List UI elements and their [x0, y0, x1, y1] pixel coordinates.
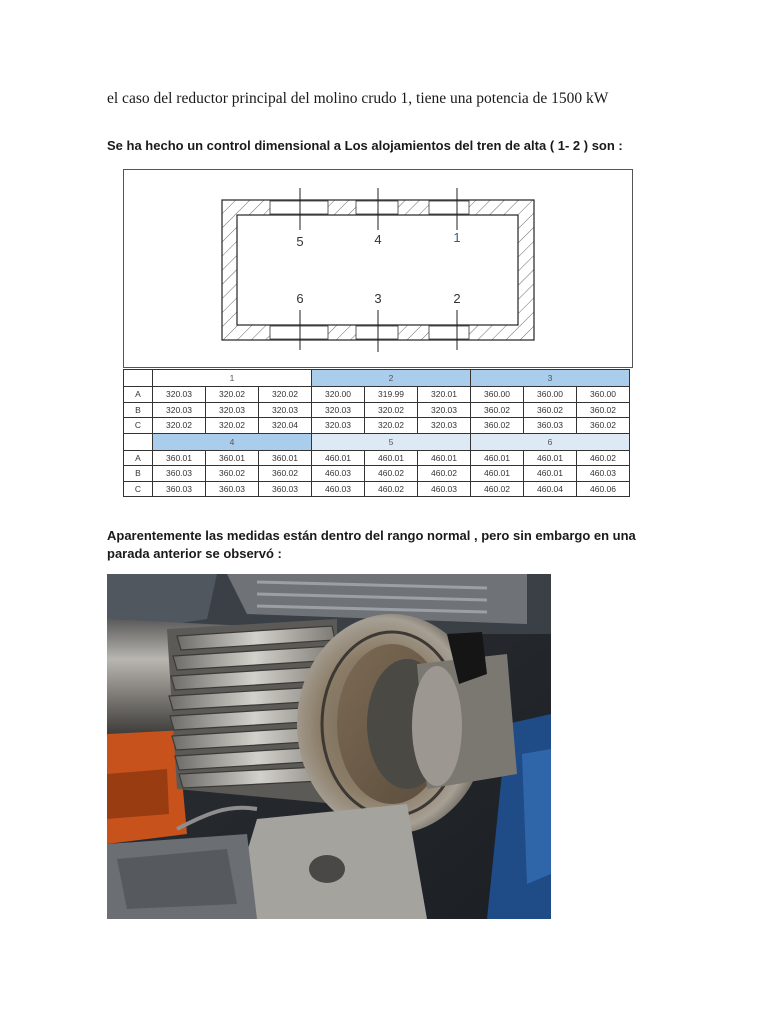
- table-cell: 460.02: [365, 466, 418, 482]
- table-cell: 320.02: [206, 387, 259, 403]
- table-cell: 320.01: [418, 387, 471, 403]
- table-cell: 460.01: [524, 466, 577, 482]
- table-cell: 360.02: [471, 418, 524, 434]
- table-cell: 320.03: [206, 402, 259, 418]
- table-cell: 360.02: [577, 418, 630, 434]
- table-row: [124, 481, 630, 497]
- gear-shaft-photo: [107, 574, 551, 919]
- table-cell: 320.00: [312, 387, 365, 403]
- table-cell: 360.00: [524, 387, 577, 403]
- table-cell: 460.01: [471, 450, 524, 466]
- table-cell: 320.03: [312, 418, 365, 434]
- table-cell: 360.00: [471, 387, 524, 403]
- table-cell: 460.02: [577, 450, 630, 466]
- table-row: [124, 387, 630, 403]
- table-cell: 320.03: [259, 402, 312, 418]
- table-header-row-top: [124, 370, 630, 387]
- table-cell: 320.04: [259, 418, 312, 434]
- table-cell: 460.06: [577, 481, 630, 497]
- gear-shaft-photo-svg: [107, 574, 551, 919]
- table-header-row-bottom: [124, 433, 630, 450]
- table-cell: 360.02: [206, 466, 259, 482]
- table-cell: 360.02: [524, 402, 577, 418]
- table-cell: 320.03: [418, 418, 471, 434]
- table-cell: 320.02: [259, 387, 312, 403]
- table-cell: 320.02: [206, 418, 259, 434]
- table-cell: 360.03: [153, 481, 206, 497]
- table-cell: 360.03: [153, 466, 206, 482]
- group-header-6: 6: [471, 433, 630, 450]
- table-cell: 460.01: [524, 450, 577, 466]
- group-header-1: 1: [153, 370, 312, 387]
- table-row: [124, 402, 630, 418]
- intro-paragraph: el caso del reductor principal del molino crudo 1, tiene una potencia de 1500 kW: [107, 90, 609, 107]
- diagram-label-3: 3: [374, 291, 382, 306]
- row-label: A: [124, 387, 153, 403]
- table-cell: 460.03: [312, 466, 365, 482]
- table-cell: 360.01: [206, 450, 259, 466]
- table-cell: 460.01: [365, 450, 418, 466]
- table-cell: 360.01: [153, 450, 206, 466]
- diagram-label-5: 5: [296, 234, 304, 249]
- diagram-label-4: 4: [374, 232, 382, 247]
- diagram-label-6: 6: [296, 291, 304, 306]
- diagram-label-2: 2: [453, 291, 461, 306]
- table-cell: 360.00: [577, 387, 630, 403]
- row-label: B: [124, 466, 153, 482]
- table-cell: 460.03: [418, 481, 471, 497]
- row-label: B: [124, 402, 153, 418]
- table-cell: 460.02: [365, 481, 418, 497]
- group-header-4: 4: [153, 433, 312, 450]
- table-cell: 320.02: [365, 402, 418, 418]
- table-cell: 460.03: [577, 466, 630, 482]
- table-cell: 320.02: [153, 418, 206, 434]
- housing-diagram-svg: [124, 170, 634, 369]
- diagram-label-1: 1: [453, 230, 461, 245]
- group-header-3: 3: [471, 370, 630, 387]
- dimension-table: [123, 369, 630, 497]
- table-cell: 360.03: [524, 418, 577, 434]
- row-label: A: [124, 450, 153, 466]
- table-cell: 360.02: [471, 402, 524, 418]
- table-cell: 360.02: [577, 402, 630, 418]
- table-cell: 360.03: [259, 481, 312, 497]
- table-cell: 320.03: [418, 402, 471, 418]
- observation-paragraph: Aparentemente las medidas están dentro del rango normal , pero sin embargo en una parada anterior se observó :: [107, 528, 636, 561]
- table-cell: 360.01: [259, 450, 312, 466]
- table-row: [124, 450, 630, 466]
- table-row: [124, 466, 630, 482]
- housing-diagram: [123, 169, 633, 368]
- table-cell: 320.03: [153, 387, 206, 403]
- table-cell: 460.03: [312, 481, 365, 497]
- table-cell: 320.03: [153, 402, 206, 418]
- table-cell: 460.01: [418, 450, 471, 466]
- group-header-2: 2: [312, 370, 471, 387]
- table-cell: 460.01: [312, 450, 365, 466]
- table-cell: 320.02: [365, 418, 418, 434]
- table-cell: 460.04: [524, 481, 577, 497]
- table-cell: 319.99: [365, 387, 418, 403]
- table-cell: 460.02: [471, 481, 524, 497]
- table-cell: 460.01: [471, 466, 524, 482]
- table-cell: 360.03: [206, 481, 259, 497]
- table-row: [124, 418, 630, 434]
- control-heading: Se ha hecho un control dimensional a Los alojamientos del tren de alta ( 1- 2 ) son :: [107, 138, 623, 153]
- table-cell: 320.03: [312, 402, 365, 418]
- table-cell: 460.02: [418, 466, 471, 482]
- row-label: C: [124, 418, 153, 434]
- group-header-5: 5: [312, 433, 471, 450]
- table-cell: 360.02: [259, 466, 312, 482]
- row-label: C: [124, 481, 153, 497]
